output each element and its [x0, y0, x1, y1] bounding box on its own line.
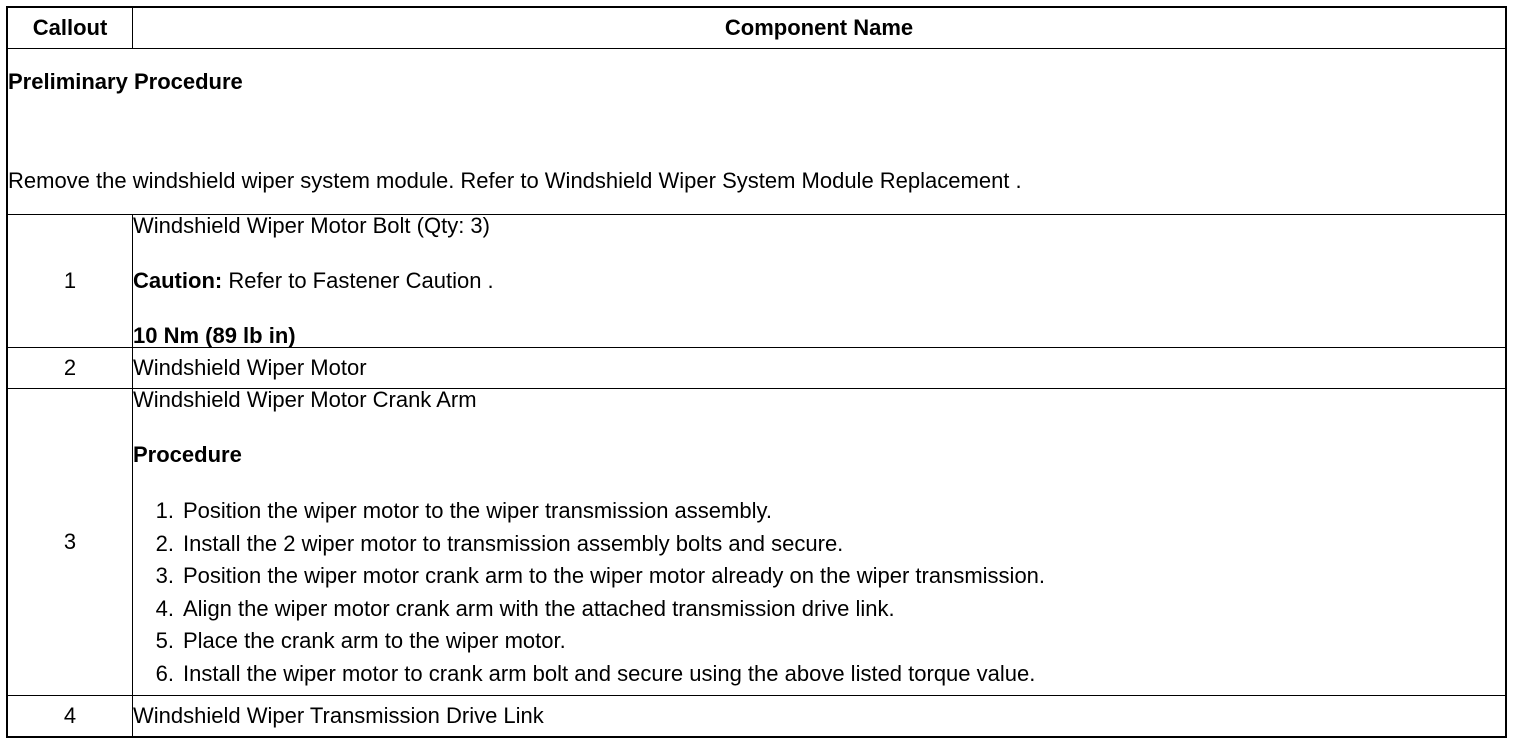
caution-label: Caution:: [133, 268, 223, 293]
preliminary-cell: [7, 49, 1506, 215]
callout-number: 1: [7, 215, 133, 348]
list-item: [133, 593, 1505, 626]
callout-header: Callout: [7, 7, 133, 49]
list-item: [133, 658, 1505, 691]
component-name: Windshield Wiper Motor Crank Arm: [133, 387, 477, 412]
step-number: 1.: [155, 498, 174, 523]
callout-number: 4: [7, 695, 133, 737]
list-item: [133, 625, 1505, 658]
list-item: [133, 528, 1505, 561]
preliminary-title: Preliminary Procedure: [8, 69, 243, 94]
procedure-steps: [133, 495, 1505, 691]
callout-number: 3: [7, 389, 133, 696]
table-row: [7, 389, 1506, 696]
component-cell: [133, 389, 1507, 696]
preliminary-row: [7, 49, 1506, 215]
step-text: Align the wiper motor crank arm with the attached transmission drive link.: [183, 595, 895, 621]
header-row: [7, 7, 1506, 49]
component-name: Windshield Wiper Transmission Drive Link: [133, 695, 1507, 737]
step-number: 6.: [155, 660, 174, 686]
table-row: [7, 348, 1506, 389]
component-table: [6, 6, 1507, 738]
torque-spec: 10 Nm (89 lb in): [133, 323, 296, 348]
step-text: Position the wiper motor crank arm to the wiper motor already on the wiper transmission.: [183, 563, 1046, 589]
step-number: 3.: [155, 563, 174, 589]
component-name: Windshield Wiper Motor Bolt (Qty: 3): [133, 213, 490, 238]
callout-number: 2: [7, 348, 133, 389]
component-cell: [133, 215, 1507, 348]
step-text: Install the 2 wiper motor to transmission assembly bolts and secure.: [183, 530, 844, 556]
procedure-title: Procedure: [133, 442, 242, 467]
table-row: [7, 215, 1506, 348]
step-number: 5.: [155, 628, 174, 654]
table-row: [7, 695, 1506, 737]
step-text: Install the wiper motor to crank arm bolt and secure using the above listed torque value.: [183, 660, 1036, 686]
step-text: Position the wiper motor to the wiper transmission assembly.: [183, 498, 772, 523]
component-name-header: Component Name: [133, 7, 1507, 49]
list-item: [133, 560, 1505, 593]
component-name: Windshield Wiper Motor: [133, 348, 1507, 389]
step-number: 2.: [155, 530, 174, 556]
caution-line: [133, 270, 1505, 292]
list-item: [133, 495, 1505, 528]
caution-text: Refer to Fastener Caution .: [222, 268, 494, 293]
step-text: Place the crank arm to the wiper motor.: [183, 628, 566, 654]
step-number: 4.: [155, 595, 174, 621]
preliminary-text: Remove the windshield wiper system module. Refer to Windshield Wiper System Module Replacement .: [8, 168, 1022, 193]
